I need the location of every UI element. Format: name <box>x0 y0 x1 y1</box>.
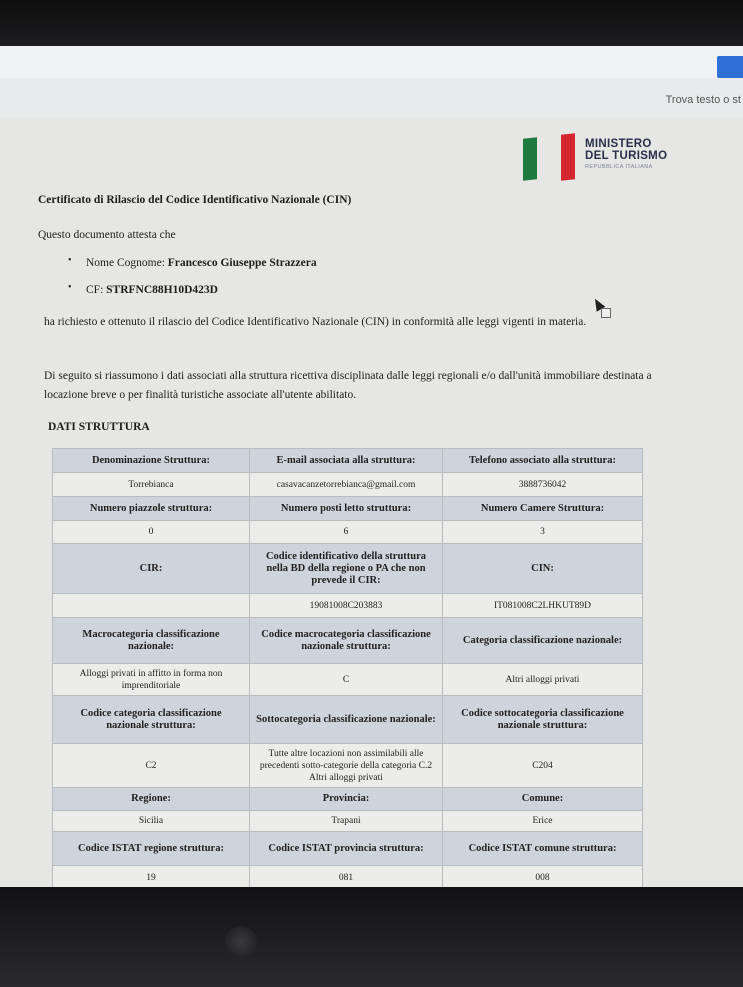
table-value-cell: Erice <box>443 811 643 832</box>
document-page <box>0 118 743 888</box>
monitor-bezel-top <box>0 0 743 48</box>
name-value: Francesco Giuseppe Strazzera <box>167 257 317 269</box>
table-header-cell: Codice sottocategoria classificazione nazionale struttura: <box>443 696 643 744</box>
table-value-cell: Alloggi privati in affitto in forma non imprenditoriale <box>53 664 250 696</box>
monitor-button-icon <box>225 926 257 958</box>
table-value-cell: C2 <box>53 744 250 788</box>
table-value-cell: Altri alloggi privati <box>443 664 643 696</box>
table-header-cell: Provincia: <box>250 788 443 811</box>
document-title: Certificato di Rilascio del Codice Identificativo Nazionale (CIN) <box>38 194 352 206</box>
find-bar <box>0 78 743 119</box>
cf-value: STRFNC88H10D423D <box>106 284 218 296</box>
table-value-cell: Tutte altre locazioni non assimilabili alle precedenti sotto-categorie della categoria C.2 Altri alloggi privati <box>250 744 443 788</box>
toolbar-action-button[interactable] <box>717 56 743 78</box>
table-header-cell: Numero posti letto struttura: <box>250 497 443 521</box>
table-header-cell: Numero Camere Struttura: <box>443 497 643 521</box>
table-value-cell: C <box>250 664 443 696</box>
table-header-cell: Numero piazzole struttura: <box>53 497 250 521</box>
section-heading: DATI STRUTTURA <box>48 421 150 433</box>
table-value-cell: Trapani <box>250 811 443 832</box>
table-header-cell: Codice identificativo della struttura nella BD della regione o PA che non prevede il CIR: <box>250 544 443 594</box>
table-header-cell: Codice ISTAT regione struttura: <box>53 832 250 866</box>
table-value-cell: 3888736042 <box>443 473 643 497</box>
find-text-input[interactable]: Trova testo o st <box>665 94 741 106</box>
table-header-cell: Codice ISTAT comune struttura: <box>443 832 643 866</box>
table-header-cell: Comune: <box>443 788 643 811</box>
logo-subtitle: REPUBBLICA ITALIANA <box>585 164 653 170</box>
table-value-cell: Torrebianca <box>53 473 250 497</box>
table-value-cell: Sicilia <box>53 811 250 832</box>
table-value-cell: 6 <box>250 521 443 544</box>
table-header-cell: E-mail associata alla struttura: <box>250 449 443 473</box>
table-value-cell: 19081008C203883 <box>250 594 443 618</box>
attesta-text: Questo documento attesta che <box>38 229 176 241</box>
paragraph-request: ha richiesto e ottenuto il rilascio del Codice Identificativo Nazionale (CIN) in conformità alle leggi vigenti in materia. <box>44 316 587 328</box>
bullet-icon: • <box>68 255 72 266</box>
table-header-cell: Codice categoria classificazione nazionale struttura: <box>53 696 250 744</box>
table-header-cell: Regione: <box>53 788 250 811</box>
flag-green-stripe <box>523 137 537 180</box>
browser-window <box>0 46 743 888</box>
paragraph-summary: Di seguito si riassumono i dati associati alla struttura ricettiva disciplinata dalle leggi regionali e/o dall'unità immobiliare destinata a locazione breve o per finalità turistiche associate all'utente abilitato. <box>44 370 652 401</box>
cin-value-cell: IT081008C2LHKUT89D <box>443 594 643 618</box>
email-value-cell: casavacanzetorrebianca@gmail.com <box>250 473 443 497</box>
bullet-icon: • <box>68 282 72 293</box>
table-value-cell: 008 <box>443 866 643 889</box>
table-header-cell: Denominazione Struttura: <box>53 449 250 473</box>
logo-title: MINISTERO DEL TURISMO <box>585 138 668 162</box>
table-value-cell <box>53 594 250 618</box>
name-line <box>86 257 317 269</box>
table-header-cell: CIN: <box>443 544 643 594</box>
table-header-cell: Codice macrocategoria classificazione nazionale struttura: <box>250 618 443 664</box>
table-value-cell: 3 <box>443 521 643 544</box>
pdf-toolbar <box>0 46 743 79</box>
table-header-cell: Macrocategoria classificazione nazionale: <box>53 618 250 664</box>
name-label: Nome Cognome: <box>86 257 165 269</box>
table-header-cell: Categoria classificazione nazionale: <box>443 618 643 664</box>
table-header-cell: Sottocategoria classificazione nazionale: <box>250 696 443 744</box>
table-value-cell: 19 <box>53 866 250 889</box>
table-value-cell: 0 <box>53 521 250 544</box>
flag-red-stripe <box>561 133 575 180</box>
table-header-cell: CIR: <box>53 544 250 594</box>
cf-line <box>86 284 218 296</box>
monitor-bezel-bottom <box>0 887 743 987</box>
cf-label: CF: <box>86 284 104 296</box>
table-value-cell: C204 <box>443 744 643 788</box>
table-header-cell: Telefono associato alla struttura: <box>443 449 643 473</box>
table-value-cell: 081 <box>250 866 443 889</box>
structure-data-table <box>52 448 643 888</box>
cursor-badge-icon <box>601 308 611 318</box>
table-header-cell: Codice ISTAT provincia struttura: <box>250 832 443 866</box>
